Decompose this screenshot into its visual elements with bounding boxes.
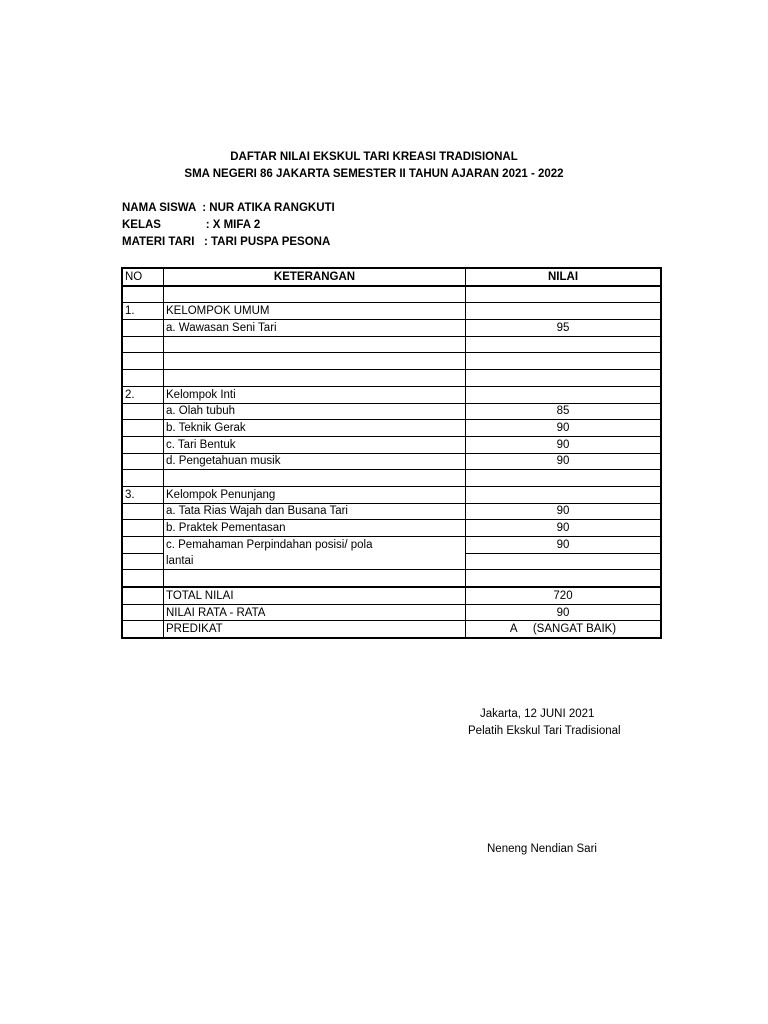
empty-row [122, 286, 661, 303]
group-row-inti [122, 386, 661, 403]
table-row [122, 553, 661, 570]
student-name-line: NAMA SISWA : NUR ATIKA RANGKUTI [122, 202, 335, 214]
empty-row [122, 353, 661, 370]
group-number: 3. [122, 486, 164, 503]
item-label: c. Pemahaman Perpindahan posisi/ pola [164, 537, 466, 554]
predicate-label: PREDIKAT [164, 621, 466, 638]
item-value: 90 [466, 420, 662, 437]
group-label: Kelompok Penunjang [164, 486, 466, 503]
header-keterangan: KETERANGAN [164, 268, 466, 286]
item-value: 90 [466, 436, 662, 453]
predicate-value: A (SANGAT BAIK) [466, 621, 662, 638]
document-subtitle: SMA NEGERI 86 JAKARTA SEMESTER II TAHUN AJARAN 2021 - 2022 [184, 168, 564, 180]
group-row-penunjang [122, 486, 661, 503]
signature-role: Pelatih Ekskul Tari Tradisional [468, 725, 621, 737]
summary-row-predicate [122, 621, 661, 638]
group-label: KELOMPOK UMUM [164, 303, 466, 320]
item-label: a. Tata Rias Wajah dan Busana Tari [164, 503, 466, 520]
item-label-continuation: lantai [164, 553, 466, 570]
total-value: 720 [466, 587, 662, 604]
empty-row [122, 570, 661, 587]
summary-row-average [122, 604, 661, 621]
item-label: a. Olah tubuh [164, 403, 466, 420]
header-no: NO [122, 268, 164, 286]
item-value: 90 [466, 503, 662, 520]
average-label: NILAI RATA - RATA [164, 604, 466, 621]
table-row [122, 320, 661, 337]
table-row [122, 403, 661, 420]
table-row [122, 453, 661, 470]
item-label: a. Wawasan Seni Tari [164, 320, 466, 337]
student-class-line: KELAS : X MIFA 2 [122, 219, 261, 231]
item-label: c. Tari Bentuk [164, 436, 466, 453]
item-label: d. Pengetahuan musik [164, 453, 466, 470]
signature-place-date: Jakarta, 12 JUNI 2021 [480, 708, 595, 720]
item-value: 95 [466, 320, 662, 337]
empty-row [122, 336, 661, 353]
group-number: 2. [122, 386, 164, 403]
table-row [122, 537, 661, 554]
signature-name: Neneng Nendian Sari [487, 843, 597, 855]
summary-row-total [122, 587, 661, 604]
empty-row [122, 370, 661, 387]
total-label: TOTAL NILAI [164, 587, 466, 604]
group-number: 1. [122, 303, 164, 320]
group-label: Kelompok Inti [164, 386, 466, 403]
table-row [122, 503, 661, 520]
item-value: 85 [466, 403, 662, 420]
table-row [122, 436, 661, 453]
dance-material-line: MATERI TARI : TARI PUSPA PESONA [122, 236, 331, 248]
grade-table [121, 267, 662, 639]
item-value: 90 [466, 537, 662, 554]
group-row-umum [122, 303, 661, 320]
item-label: b. Praktek Pementasan [164, 520, 466, 537]
header-nilai: NILAI [466, 268, 662, 286]
document-title: DAFTAR NILAI EKSKUL TARI KREASI TRADISIONAL [230, 151, 518, 163]
table-row [122, 520, 661, 537]
average-value: 90 [466, 604, 662, 621]
item-label: b. Teknik Gerak [164, 420, 466, 437]
table-header-row [122, 268, 661, 286]
empty-row [122, 470, 661, 487]
item-value: 90 [466, 520, 662, 537]
table-row [122, 420, 661, 437]
item-value: 90 [466, 453, 662, 470]
